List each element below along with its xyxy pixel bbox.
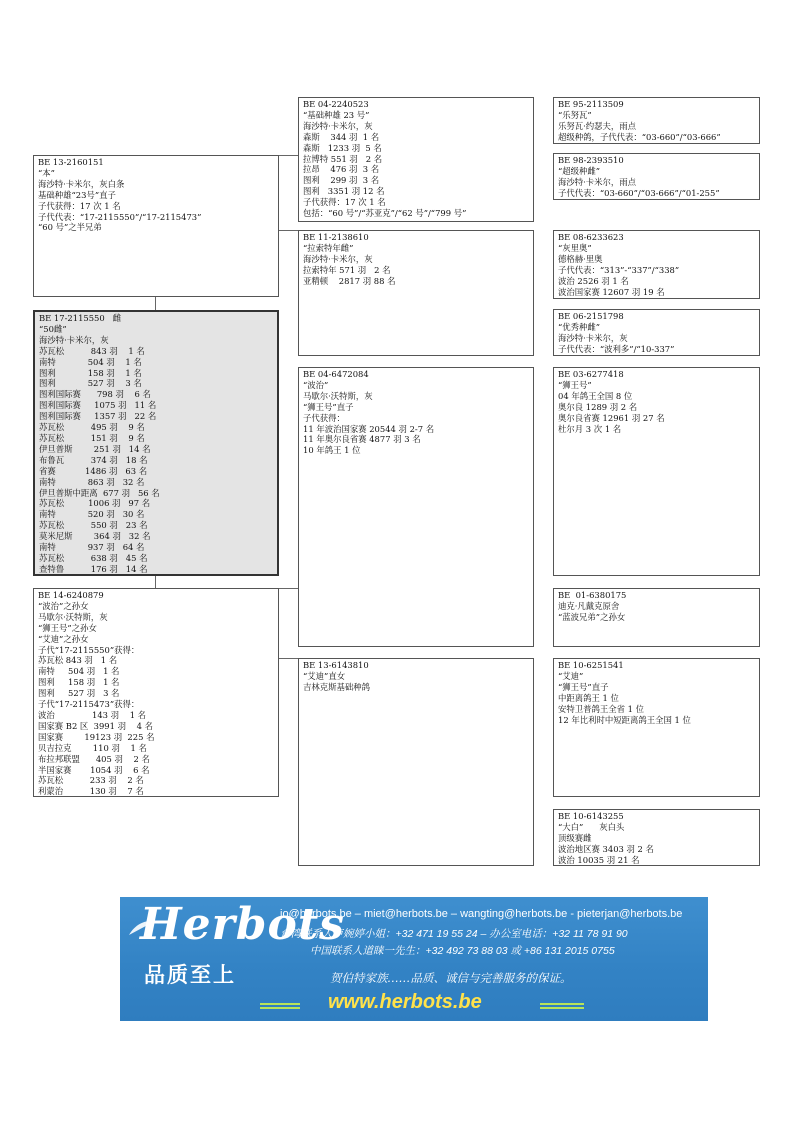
pedigree-line: 吉林克斯基础种鸽: [303, 681, 370, 692]
sire-dam-box: [298, 230, 534, 356]
pedigree-line: 海沙特·卡米尔，灰: [303, 120, 373, 131]
pedigree-line: 图利 527 羽 3 名: [38, 688, 120, 699]
slogan: 品质至上: [144, 963, 236, 987]
pedigree-line: “大白” 灰白头: [558, 821, 625, 832]
pedigree-line: 伊旦普斯 251 羽 14 名: [39, 443, 151, 454]
pedigree-line: “灰里奥”: [558, 242, 592, 253]
pedigree-line: 安特卫普鸽王全省 1 位: [558, 703, 645, 714]
website-link[interactable]: www.herbots.be: [328, 991, 482, 1013]
pedigree-line: 子代获得：17 次 1 名: [303, 197, 386, 208]
pedigree-line: 南特 520 羽 30 名: [39, 509, 145, 520]
pedigree-line: 森斯 1233 羽 5 名: [303, 142, 382, 153]
pedigree-line: 苏瓦松 233 羽 2 名: [38, 775, 144, 786]
pedigree-line: 图利国际赛 1357 羽 22 名: [39, 411, 157, 422]
pedigree-line: 奥尔良省赛 12961 羽 27 名: [558, 412, 665, 423]
pedigree-line: “本”: [38, 167, 55, 178]
main-pigeon-box: [33, 310, 279, 576]
pedigree-line: 海沙特·卡米尔，灰: [558, 332, 628, 343]
pedigree-line: 乐努瓦·约瑟夫，雨点: [558, 120, 637, 131]
pedigree-line: 04 年鸽王全国 8 位: [558, 390, 633, 401]
pedigree-line: 南特 504 羽 1 名: [39, 356, 142, 367]
pedigree-line: 布拉邦联盟 405 羽 2 名: [38, 753, 150, 764]
pedigree-line: 子代“17-2115473”获得：: [38, 699, 140, 710]
dam-sire-box: [298, 367, 534, 647]
pedigree-line: 顶级赛雌: [558, 832, 592, 843]
pedigree-line: 波治 143 羽 1 名: [38, 709, 147, 720]
pedigree-line: “蓝波兄弟”之孙女: [558, 611, 626, 622]
pedigree-line: 基础种雄“23号”直子: [38, 189, 116, 200]
pedigree-line: 森斯 344 羽 1 名: [303, 131, 380, 142]
pedigree-line: “狮王号”: [558, 379, 592, 390]
pedigree-line: 图利 158 羽 1 名: [39, 367, 142, 378]
pedigree-line: 包括：“60 号”/“苏亚克”/“62 号”/“799 号”: [303, 208, 467, 219]
pedigree-line: 南特 863 羽 32 名: [39, 476, 145, 487]
pedigree-line: 子代获得：17 次 1 名: [38, 200, 121, 211]
pedigree-line: 贝吉拉克 110 羽 1 名: [38, 742, 147, 753]
pedigree-line: “艾迪”直女: [303, 670, 346, 681]
pedigree-line: 11 年波治国家赛 20544 羽 2-7 名: [303, 423, 435, 434]
pedigree-line: 海沙特·卡米尔，灰: [303, 253, 373, 264]
pedigree-line: “乐努瓦”: [558, 109, 592, 120]
china-contact: 中国联系人道睐一先生：+32 492 73 88 03 或 +86 131 2015 0755: [310, 945, 615, 957]
pedigree-line: 杜尔月 3 次 1 名: [558, 423, 622, 434]
pedigree-line: “优秀种雌”: [558, 321, 601, 332]
pedigree-line: 中距离鸽王 1 位: [558, 692, 619, 703]
herbots-logo: Herbots: [140, 899, 345, 950]
pedigree-line: BE 08-6233623: [558, 232, 624, 242]
pedigree-line: “波治”之孙女: [38, 600, 89, 611]
pedigree-line: 德格赫·里奥: [558, 253, 603, 264]
pedigree-line: 苏瓦松 843 羽 1 名: [39, 345, 145, 356]
herbots-banner: [120, 897, 708, 1021]
connector-sire-main: [155, 297, 156, 310]
pedigree-line: 图利 158 羽 1 名: [38, 677, 120, 688]
pedigree-line: 海沙特·卡米尔，灰: [39, 334, 109, 345]
pedigree-line: 子代代表：“17-2115550”/“17-2115473”: [38, 211, 202, 222]
pedigree-line: “狮王号”之孙女: [38, 622, 97, 633]
pedigree-line: BE 01-6380175: [558, 590, 627, 600]
pedigree-line: “50雌”: [39, 323, 67, 334]
pedigree-line: BE 14-6240879: [38, 590, 104, 600]
pedigree-line: 图利 299 羽 3 名: [303, 175, 380, 186]
pedigree-line: 查特鲁 176 羽 14 名: [39, 563, 148, 574]
pedigree-line: BE 10-6251541: [558, 660, 624, 670]
pedigree-line: 12 年比利时中短距离鸽王全国 1 位: [558, 714, 691, 725]
pedigree-line: 子代获得：: [303, 412, 345, 423]
pedigree-line: BE 95-2113509: [558, 99, 624, 109]
pedigree-line: 苏瓦松 843 羽 1 名: [38, 655, 118, 666]
pedigree-line: 莫米尼斯 364 羽 32 名: [39, 531, 151, 542]
sire-box: [33, 155, 279, 297]
dam-dam-box: [298, 658, 534, 866]
pedigree-line: 拉昂 476 羽 3 名: [303, 164, 380, 175]
pedigree-line: BE 13-2160151: [38, 157, 104, 167]
pedigree-line: “基础种雄 23 号”: [303, 109, 370, 120]
pedigree-line: 半国家赛 1054 羽 6 名: [38, 764, 150, 775]
pedigree-line: “艾迪”: [558, 670, 584, 681]
dam-box: [33, 588, 279, 797]
pedigree-line: BE 10-6143255: [558, 811, 624, 821]
pedigree-line: “超级种雌”: [558, 165, 601, 176]
family-motto: 贺伯特家族……品质、诚信与完善服务的保证。: [330, 971, 572, 985]
pedigree-line: 南特 937 羽 64 名: [39, 542, 145, 553]
decor-dash-right-1: [540, 1003, 584, 1005]
pedigree-line: 海沙特·卡米尔，雨点: [558, 176, 637, 187]
pedigree-line: 图利国际赛 1075 羽 11 名: [39, 400, 157, 411]
connector-sire-ss: [278, 155, 298, 156]
pedigree-line: 图利 527 羽 3 名: [39, 378, 142, 389]
pedigree-line: 子代代表：“波利多”/“10-337”: [558, 343, 675, 354]
sdd-box: [553, 309, 760, 356]
pedigree-line: “艾迪”之孙女: [38, 633, 89, 644]
pedigree-line: 国家赛 19123 羽 225 名: [38, 731, 155, 742]
pedigree-line: BE 06-2151798: [558, 311, 624, 321]
pedigree-line: “狮王号”直子: [558, 681, 609, 692]
pedigree-line: 马歇尔·沃特斯，灰: [303, 390, 373, 401]
ssd-box: [553, 153, 760, 200]
contact-emails: jo@herbots.be – miet@herbots.be – wangting@herbots.be - pieterjan@herbots.be: [280, 908, 683, 920]
decor-dash-left-2: [260, 1007, 300, 1009]
pedigree-line: 11 年奥尔良省赛 4877 羽 3 名: [303, 434, 421, 445]
pedigree-line: 图利 3351 羽 12 名: [303, 186, 385, 197]
pedigree-line: 布鲁瓦 374 羽 18 名: [39, 454, 148, 465]
pedigree-line: 苏瓦松 550 羽 23 名: [39, 520, 148, 531]
pedigree-line: 图利国际赛 798 羽 6 名: [39, 389, 151, 400]
connector-dam-dd: [278, 658, 298, 659]
pedigree-line: BE 04-6472084: [303, 369, 369, 379]
pedigree-line: 波治国家赛 12607 羽 19 名: [558, 286, 665, 297]
pedigree-line: 苏瓦松 638 羽 45 名: [39, 552, 148, 563]
pedigree-line: “60 号”之半兄弟: [38, 222, 102, 233]
pedigree-line: 子代“17-2115550”获得：: [38, 644, 140, 655]
pedigree-line: 迪克·凡戴克原舍: [558, 600, 620, 611]
pedigree-line: 10 年鸽王 1 位: [303, 445, 361, 456]
connector-dam-ds: [278, 588, 298, 589]
connector-dam-main: [155, 576, 156, 588]
pedigree-line: BE 03-6277418: [558, 369, 624, 379]
decor-dash-right-2: [540, 1007, 584, 1009]
pedigree-line: 国家赛 B2 区 3991 羽 4 名: [38, 720, 153, 731]
ddd-box: [553, 809, 760, 866]
pedigree-line: “拉索特年雌”: [303, 242, 354, 253]
connector-sire-sd: [278, 230, 298, 231]
dds-box: [553, 658, 760, 797]
pedigree-line: 苏瓦松 495 羽 9 名: [39, 422, 145, 433]
pedigree-line: 苏瓦松 1006 羽 97 名: [39, 498, 151, 509]
pedigree-line: 子代代表：“03-660”/“03-666”/“01-255”: [558, 187, 720, 198]
pedigree-line: 南特 504 羽 1 名: [38, 666, 120, 677]
pedigree-line: 伊旦普斯中距离 677 羽 56 名: [39, 487, 160, 498]
pedigree-line: 波治 10035 羽 21 名: [558, 854, 640, 865]
pedigree-line: 超级种鸽，子代代表：“03-660”/“03-666”: [558, 131, 721, 142]
pedigree-line: 波治地区赛 3403 羽 2 名: [558, 843, 654, 854]
pedigree-line: 马歇尔·沃特斯，灰: [38, 611, 108, 622]
pedigree-line: 拉博特 551 羽 2 名: [303, 153, 383, 164]
pedigree-line: 苏瓦松 151 羽 9 名: [39, 432, 145, 443]
sds-box: [553, 230, 760, 299]
pedigree-line: 利蒙治 130 羽 7 名: [38, 786, 144, 797]
pedigree-line: 波治 2526 羽 1 名: [558, 275, 629, 286]
pedigree-line: 亚精顿 2817 羽 88 名: [303, 275, 396, 286]
pedigree-line: BE 98-2393510: [558, 155, 624, 165]
dsd-box: [553, 588, 760, 647]
pedigree-line: 拉索特年 571 羽 2 名: [303, 264, 391, 275]
pedigree-line: 子代代表：“313”-“337”/“338”: [558, 264, 680, 275]
pedigree-line: “波治”: [303, 379, 329, 390]
pedigree-line: BE 17-2115550 雌: [39, 313, 122, 323]
sss-box: [553, 97, 760, 144]
decor-dash-left-1: [260, 1003, 300, 1005]
pedigree-line: BE 13-6143810: [303, 660, 369, 670]
taiwan-contact: 台湾联系人卢婉婷小姐：+32 471 19 55 24 – 办公室电话：+32 11 78 91 90: [280, 928, 628, 940]
pedigree-line: “狮王号”直子: [303, 401, 354, 412]
dss-box: [553, 367, 760, 576]
pedigree-line: 海沙特·卡米尔，灰白条: [38, 178, 125, 189]
pedigree-line: 省赛 1486 羽 63 名: [39, 465, 148, 476]
pedigree-line: BE 04-2240523: [303, 99, 369, 109]
pedigree-line: BE 11-2138610: [303, 232, 369, 242]
pedigree-line: 奥尔良 1289 羽 2 名: [558, 401, 638, 412]
sire-sire-box: [298, 97, 534, 222]
